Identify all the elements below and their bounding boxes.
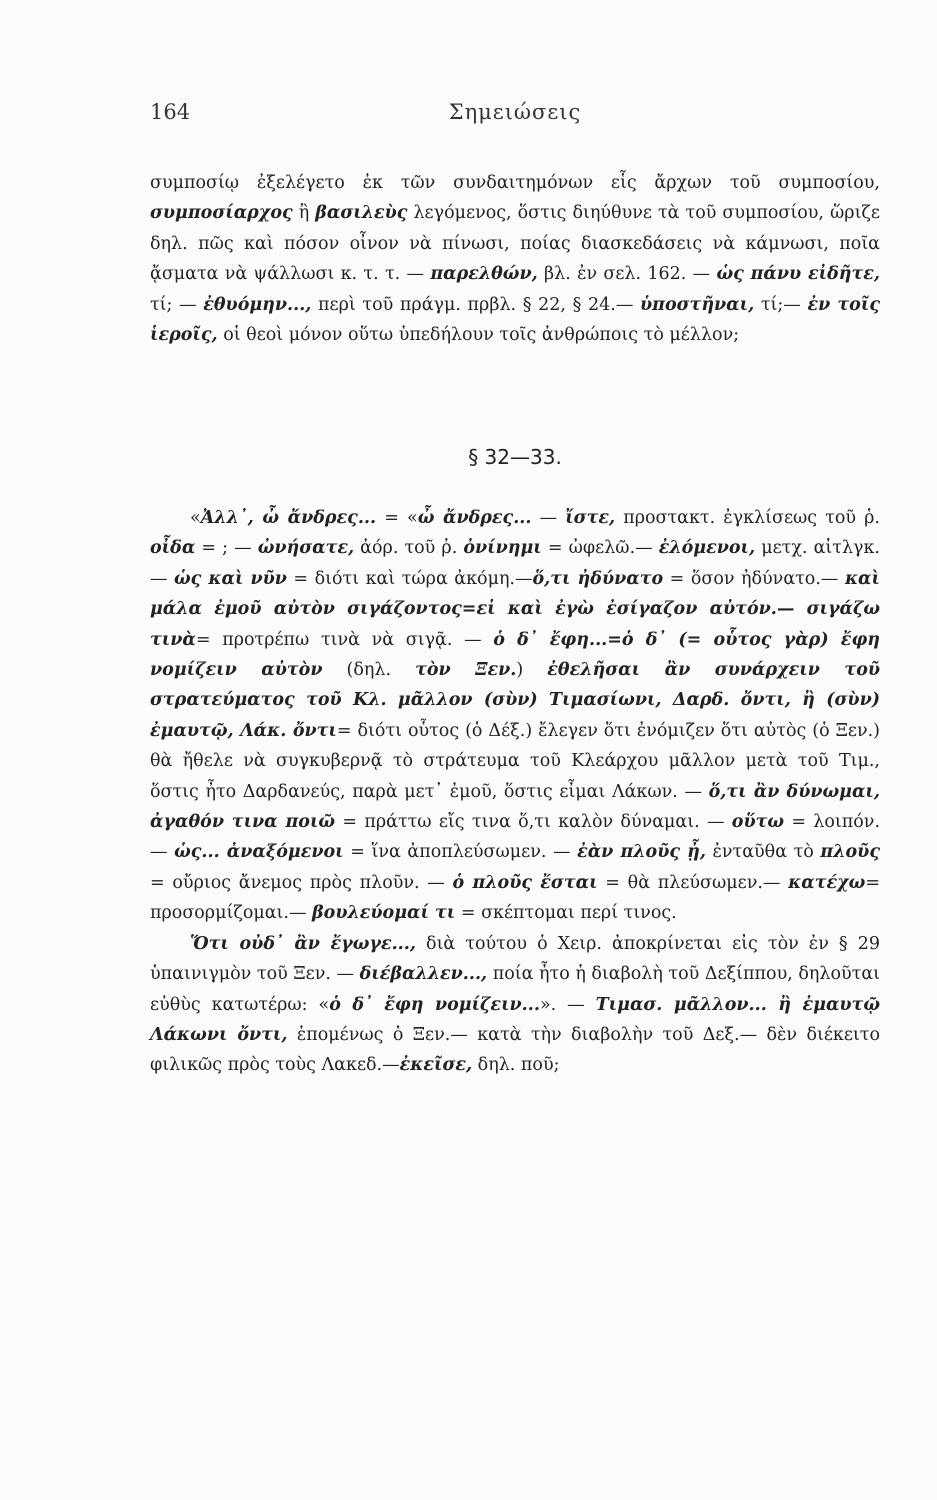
text-run: = ; — <box>195 538 258 559</box>
bold-term: οἶδα <box>150 538 196 559</box>
text-run: = ὅσον ἠδύνατο.— <box>663 568 845 589</box>
bold-term: συμποσίαρχος <box>150 203 293 224</box>
bold-term: ὅ,τι ἂν δύνωμαι, ἀγαθόν τινα ποιῶ <box>150 781 880 833</box>
text-run: = ὠφελῶ.— <box>541 538 659 559</box>
text-run: τί; — <box>150 294 204 315</box>
bold-term: καὶ μάλα ἐμοῦ αὐτὸν σιγάζοντος=εἰ καὶ ἐγὼ ἐσίγαζον αὐτόν.— σιγάζω τινὰ <box>150 568 880 650</box>
bold-term: ἐκεῖσε, <box>399 1055 473 1076</box>
text-run: = σκέπτομαι περί τινος. <box>455 903 677 924</box>
text-run: = λοιπόν. — <box>150 812 881 863</box>
text-run: ) <box>516 660 548 681</box>
bold-term: ὀνίνημι <box>463 538 542 559</box>
bold-term: Ἀλλ᾽, ὦ ἄνδρες... <box>200 508 377 528</box>
bold-term: ὡς... ἀναξόμενοι <box>174 842 344 863</box>
bold-term: κατέχω <box>788 872 866 893</box>
text-run: διὰ τούτου ὁ Χειρ. ἀποκρίνεται εἰς τὸν ἐν § 29 ὑπαινιγμὸν τοῦ Ξεν. — <box>150 933 880 985</box>
bold-term: ὅ,τι ἠδύνατο <box>532 568 664 589</box>
bold-term: παρελθών, <box>430 264 538 285</box>
text-run: = « <box>376 508 418 528</box>
text-run: = διότι οὗτος (ὁ Δέξ.) ἔλεγεν ὅτι ἐνόμιζεν ὅτι αὐτὸς (ὁ Ξεν.) θὰ ἤθελε νὰ συγκυβερνᾷ τὸ στράτευμα τοῦ Κλεάρχου μᾶλλον μετὰ τοῦ Τιμ., ὅστις ἦτο Δαρδανεύς, παρὰ μετ᾽ ἐμοῦ, ὅστις εἶμαι Λάκων. — <box>150 720 880 802</box>
text-run: « <box>190 508 201 528</box>
bold-term: Τιμασ. μᾶλλον... ἢ ἐμαυτῷ Λάκωνι ὄντι, <box>150 994 880 1045</box>
bold-term: ὠνήσατε, <box>257 538 355 559</box>
running-title: Σημειώσεις <box>448 100 582 124</box>
bold-term: βασιλεὺς <box>315 203 408 224</box>
bold-term: Ὅτι οὐδ᾽ ἂν ἔγωγε..., <box>190 933 416 954</box>
bold-term: ὁ δ᾽ ἔφη νομίζειν... <box>329 994 540 1015</box>
bold-term: βουλεύομαί τι <box>312 903 456 924</box>
paragraph-3 <box>150 929 880 1081</box>
text-run: ἀόρ. τοῦ ῥ. <box>354 538 464 559</box>
text-run: ἢ <box>292 203 316 224</box>
bold-term: ὑποστῆναι, <box>640 294 755 315</box>
text-run: = προτρέπω τινὰ νὰ σιγᾷ. — <box>195 629 494 650</box>
text-run: ποία ἦτο ἡ διαβολὴ τοῦ Δεξίππου, δηλοῦται εὐθὺς κατωτέρω: « <box>150 964 881 1015</box>
text-block-top <box>150 168 880 350</box>
bold-term: ἐν τοῖς ἱεροῖς, <box>150 294 880 346</box>
page-header <box>150 100 880 140</box>
bold-term: ὁ δ᾽ ἔφη...=ὁ δ᾽ (= οὗτος γὰρ) ἔφη νομίζειν αὐτὸν <box>150 629 880 681</box>
text-run: περὶ τοῦ πράγμ. πρβλ. § 22, § 24.— <box>311 294 641 315</box>
text-run: = πράττω εἴς τινα ὅ,τι καλὸν δύναμαι. — <box>335 812 732 833</box>
text-block-main <box>150 503 880 1081</box>
bold-term: ἐθυόμην..., <box>203 294 312 315</box>
text-run: = διότι καὶ τώρα ἀκόμη.— <box>286 568 533 589</box>
text-run: = ἵνα ἀποπλεύσωμεν. — <box>343 842 578 863</box>
text-run: βλ. ἐν σελ. 162. — <box>537 264 717 285</box>
bold-term: ἐὰν πλοῦς ᾖ, <box>577 842 706 863</box>
text-run: συμποσίῳ ἐξελέγετο ἐκ τῶν συνδαιτημόνων εἷς ἄρχων τοῦ συμποσίου, <box>150 173 880 193</box>
text-run: = οὔριος ἄνεμος πρὸς πλοῦν. — <box>150 872 453 893</box>
text-run: = θὰ πλεύσωμεν.— <box>597 872 789 893</box>
text-run: ». — <box>539 994 596 1015</box>
text-run: λεγόμενος, ὅστις διηύθυνε τὰ τοῦ συμποσίου, ὥριζε δηλ. πῶς καὶ πόσον οἶνον νὰ πίνωσι, ποίας διασκεδάσεις νὰ κάμνωσι, ποῖα ᾄσματα νὰ ψάλλωσι κ. τ. τ. — <box>150 203 880 285</box>
text-run: δηλ. ποῦ; <box>472 1055 560 1076</box>
page-number: 164 <box>150 100 191 124</box>
text-run: τί;— <box>754 294 808 315</box>
bold-term: ὡς πάνυ εἰδῆτε, <box>716 264 880 285</box>
text-run: μετχ. αἰτλγκ.— <box>150 538 880 589</box>
text-run: — <box>531 508 566 528</box>
text-run: προστακτ. ἐγκλίσεως τοῦ ῥ. <box>615 508 880 528</box>
section-heading: § 32—33. <box>468 445 562 469</box>
bold-term: οὕτω <box>731 812 785 833</box>
bold-term: τὸν Ξεν. <box>415 660 517 681</box>
bold-term: ὁ πλοῦς ἔσται <box>452 872 598 893</box>
bold-term: διέβαλλεν..., <box>359 964 488 985</box>
paragraph-1 <box>150 168 880 350</box>
text-run: ἐνταῦθα τὸ <box>705 842 821 863</box>
bold-term: ὡς καὶ νῦν <box>174 568 287 589</box>
bold-term: ἐθελῆσαι ἂν συνάρχειν τοῦ στρατεύματος τοῦ Κλ. μᾶλλον (σὺν) Τιμασίωνι, Δαρδ. ὄντι, ἢ (σὺν) ἐμαυτῷ, Λάκ. ὄντι <box>150 660 881 741</box>
bold-term: ὦ ἄνδρες... <box>417 508 532 528</box>
paragraph-2 <box>150 503 880 929</box>
text-run: (δηλ. <box>322 660 416 681</box>
text-run: = προσορμίζομαι.— <box>150 872 880 924</box>
bold-term: ἴστε, <box>565 508 616 528</box>
bold-term: ἐλόμενοι, <box>658 538 756 559</box>
text-run: ἑπομένως ὁ Ξεν.— κατὰ τὴν διαβολὴν τοῦ Δεξ.— δὲν διέκειτο φιλικῶς πρὸς τοὺς Λακεδ.— <box>150 1024 880 1076</box>
bold-term: πλοῦς <box>820 842 880 863</box>
text-run: οἱ θεοὶ μόνον οὕτω ὑπεδήλουν τοῖς ἀνθρώποις τὸ μέλλον; <box>217 325 740 346</box>
